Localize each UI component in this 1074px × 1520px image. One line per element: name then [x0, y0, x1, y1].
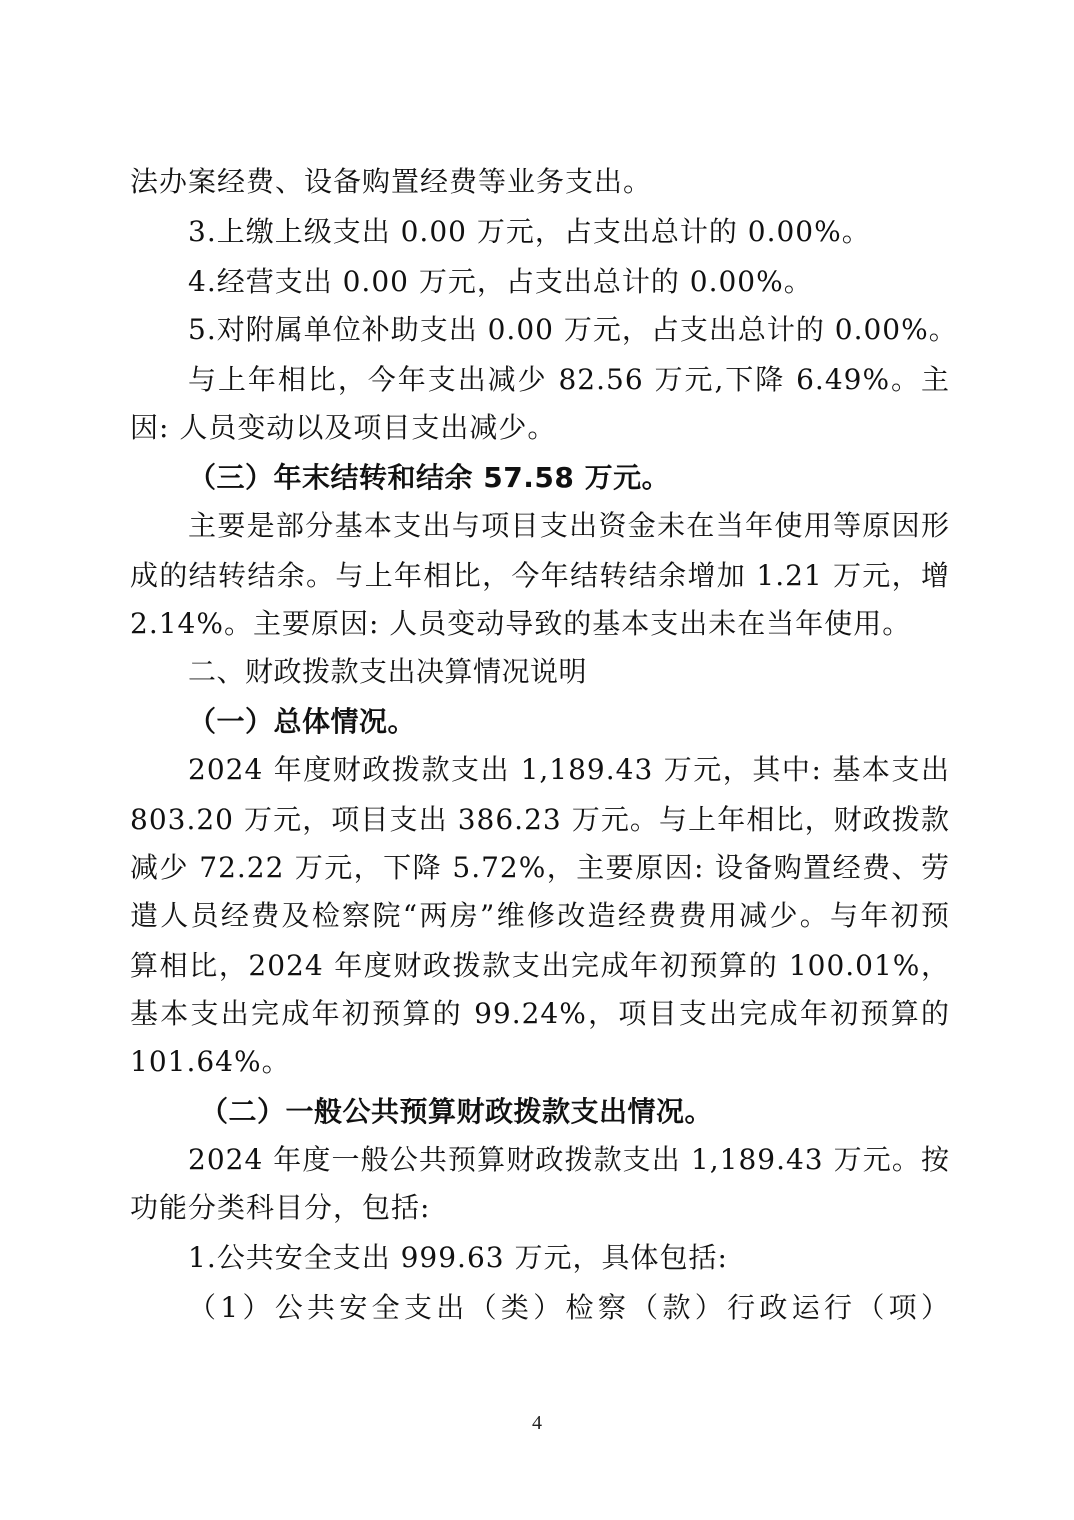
paragraph-line: 成的结转结余。与上年相比，今年结转结余增加 1.21 万元，增 — [130, 559, 950, 592]
paragraph-line: 与上年相比，今年支出减少 82.56 万元,下降 6.49%。主 — [188, 363, 950, 396]
paragraph-line: 功能分类科目分，包括: — [130, 1191, 431, 1224]
sub-item-1: （1）公共安全支出（类）检察（款）行政运行（项） — [188, 1291, 950, 1324]
section-heading-1: （一）总体情况。 — [188, 705, 417, 738]
paragraph-line: 算相比，2024 年度财政拨款支出完成年初预算的 100.01%， — [130, 949, 950, 982]
section-heading-3: （三）年末结转和结余 57.58 万元。 — [188, 461, 671, 494]
list-item-4: 4.经营支出 0.00 万元，占支出总计的 0.00%。 — [188, 265, 813, 298]
paragraph-line: 2024 年度财政拨款支出 1,189.43 万元，其中: 基本支出 — [188, 753, 950, 786]
section-heading-2: （二）一般公共预算财政拨款支出情况。 — [200, 1095, 714, 1128]
chapter-heading: 二、财政拨款支出决算情况说明 — [188, 655, 588, 688]
paragraph-line: 主要是部分基本支出与项目支出资金未在当年使用等原因形 — [188, 509, 950, 542]
page-number: 4 — [532, 1412, 542, 1434]
list-item-1: 1.公共安全支出 999.63 万元，具体包括: — [188, 1241, 728, 1274]
paragraph-line: 2.14%。主要原因: 人员变动导致的基本支出未在当年使用。 — [130, 607, 912, 640]
paragraph-line: 2024 年度一般公共预算财政拨款支出 1,189.43 万元。按 — [188, 1143, 950, 1176]
paragraph-line: 法办案经费、设备购置经费等业务支出。 — [130, 165, 653, 198]
paragraph-line: 减少 72.22 万元，下降 5.72%，主要原因: 设备购置经费、劳 — [130, 851, 950, 884]
paragraph-line: 基本支出完成年初预算的 99.24%，项目支出完成年初预算的 — [130, 997, 950, 1030]
paragraph-line: 803.20 万元，项目支出 386.23 万元。与上年相比，财政拨款 — [130, 803, 950, 836]
paragraph-line: 遣人员经费及检察院“两房”维修改造经费费用减少。与年初预 — [130, 899, 950, 932]
list-item-3: 3.上缴上级支出 0.00 万元，占支出总计的 0.00%。 — [188, 215, 871, 248]
list-item-5: 5.对附属单位补助支出 0.00 万元，占支出总计的 0.00%。 — [188, 313, 958, 346]
paragraph-line: 因: 人员变动以及项目支出减少。 — [130, 411, 557, 444]
paragraph-line: 101.64%。 — [130, 1045, 291, 1078]
